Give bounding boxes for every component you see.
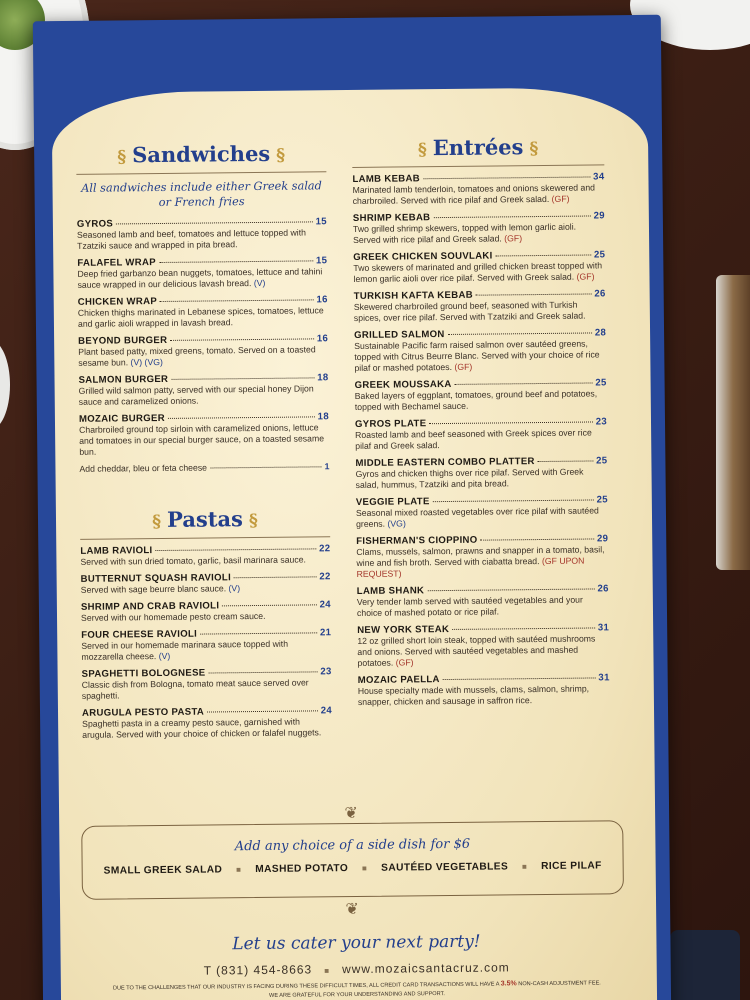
dot-leader bbox=[448, 332, 592, 335]
ornament-icon: § bbox=[276, 145, 286, 166]
dot-leader bbox=[208, 671, 317, 673]
description-text: Chicken thighs marinated in Lebanese spices, tomatoes, lettuce and garlic aioli wrapped in lavash bread. bbox=[77, 305, 324, 329]
description-text: Two grilled shrimp skewers, topped with lemon garlic aioli. Served with rice pilaf and Greek salad. bbox=[352, 221, 577, 245]
menu-item-price: 16 bbox=[316, 333, 329, 345]
menu-item bbox=[78, 333, 328, 369]
fine-print: DUE TO THE CHALLENGES THAT OUR INDUSTRY IS FACING DURING THESE DIFFICULT TIMES, ALL CREDIT CARD TRANSACTIONS WILL HAVE A 3.5% NON-CASH ADJUSTMENT FEE. WE ARE GRATEFUL FOR YOUR UNDERSTANDING AND SUPPORT. bbox=[112, 980, 601, 999]
description-text: House specialty made with mussels, clams, salmon, shrimp, snapper, chicken and sausage in saffron rice. bbox=[357, 683, 590, 707]
menu-item-price: 24 bbox=[320, 705, 333, 717]
menu-item-description bbox=[77, 227, 327, 252]
menu-item bbox=[82, 666, 332, 702]
menu-item-description bbox=[355, 388, 607, 413]
diet-tag: (V) (VG) bbox=[130, 356, 163, 368]
dot-leader bbox=[423, 176, 590, 179]
entrees-heading: § Entrées § bbox=[417, 134, 539, 161]
dot-leader bbox=[155, 548, 316, 551]
menu-item-price: 18 bbox=[317, 411, 329, 423]
menu-item bbox=[79, 411, 329, 458]
dot-leader bbox=[159, 260, 313, 263]
description-text: Baked layers of eggplant, tomatoes, ground beef and potatoes, topped with Bechamel sauce. bbox=[354, 388, 598, 412]
flourish-bottom-icon: ❦ bbox=[345, 900, 359, 919]
menu-item-name: MOZAIC BURGER bbox=[78, 412, 165, 425]
menu-item-price: 26 bbox=[597, 583, 609, 595]
menu-item-description bbox=[81, 582, 331, 596]
left-column bbox=[76, 140, 329, 474]
menu-item-description bbox=[355, 466, 607, 491]
separator-icon: ■ bbox=[521, 862, 528, 872]
ornament-icon: § bbox=[529, 139, 539, 160]
sandwich-list bbox=[77, 216, 329, 458]
description-text: Served in our homemade marinara sauce topped with mozzarella cheese. bbox=[81, 638, 289, 662]
napkin-holder bbox=[716, 275, 750, 570]
sides-title: Add any choice of a side dish for $6 bbox=[234, 836, 471, 855]
description-text: Served with sun dried tomato, garlic, basil marinara sauce. bbox=[80, 554, 306, 567]
description-text: Plant based patty, mixed greens, tomato. Served on a toasted sesame bun. bbox=[78, 344, 316, 368]
menu-item-description bbox=[82, 677, 332, 702]
dot-leader bbox=[443, 677, 596, 680]
description-text: 12 oz grilled short loin steak, topped with sautéed mushrooms and onions. Served with sautéed vegetables and mashed potatoes. bbox=[357, 633, 596, 668]
menu-item-price: 15 bbox=[315, 255, 328, 267]
menu-item-price: 25 bbox=[596, 455, 608, 467]
gluten-free-tag: (GF) bbox=[504, 233, 523, 244]
menu-item-name: GYROS bbox=[76, 218, 114, 230]
dot-leader bbox=[427, 588, 594, 591]
menu-item-name: FALAFEL WRAP bbox=[77, 257, 156, 269]
menu-item bbox=[81, 627, 331, 663]
menu-item-name: SHRIMP KEBAB bbox=[352, 212, 431, 224]
menu-item-description bbox=[80, 554, 330, 568]
dot-leader bbox=[481, 538, 594, 540]
menu-item bbox=[355, 377, 607, 413]
separator-icon: ■ bbox=[324, 966, 331, 976]
menu-item bbox=[80, 543, 330, 568]
ornament-icon: § bbox=[248, 510, 258, 532]
dot-leader bbox=[168, 416, 315, 419]
description-text: Gyros and chicken thighs over rice pilaf. Served with Greek salad, hummus, Tzatziki and pita bread. bbox=[355, 466, 584, 490]
menu-item-price: 29 bbox=[593, 210, 605, 222]
gluten-free-tag: (GF) bbox=[454, 361, 473, 372]
menu-item-name: GREEK CHICKEN SOUVLAKI bbox=[353, 250, 493, 263]
dot-leader bbox=[207, 710, 318, 712]
menu-item-description bbox=[78, 305, 328, 330]
description-text: Deep fried garbanzo bean nuggets, tomatoes, lettuce and tahini sauce wrapped in our delicious lavash bread. bbox=[77, 266, 323, 290]
menu-item bbox=[356, 494, 608, 530]
diet-tag: (V) bbox=[158, 650, 171, 662]
menu-item bbox=[77, 255, 327, 291]
menu-item-description bbox=[353, 182, 605, 207]
menu-item-price: 25 bbox=[593, 249, 606, 261]
menu-item-description bbox=[78, 344, 328, 369]
menu-item-price: 25 bbox=[595, 377, 607, 389]
description-text: Very tender lamb served with sautéed vegetables and your choice of mashed potato or rice pilaf. bbox=[356, 594, 583, 618]
menu-item-name: LAMB RAVIOLI bbox=[80, 545, 153, 557]
pastas-column bbox=[80, 505, 332, 747]
dot-leader bbox=[452, 627, 595, 629]
menu-item-price: 16 bbox=[316, 294, 328, 306]
menu-item-price: 31 bbox=[597, 622, 610, 634]
menu-item bbox=[358, 672, 610, 708]
description-text: Classic dish from Bologna, tomato meat sauce served over spaghetti. bbox=[81, 677, 309, 701]
description-text: Skewered charbroiled ground beef, seasoned with Turkish spices, over rice pilaf. Served with Tzatziki and Greek salad. bbox=[353, 299, 586, 323]
menu-item bbox=[81, 571, 331, 596]
menu-item bbox=[78, 294, 328, 330]
description-text: Sustainable Pacific farm raised salmon over sautéed greens, topped with Citrus Beurre Blanc. Served with your choice of rice pilaf or mashed potatoes. bbox=[354, 338, 600, 373]
right-column bbox=[352, 133, 610, 714]
menu-item-price: 15 bbox=[315, 216, 327, 228]
menu-item-description bbox=[82, 716, 332, 741]
dot-leader bbox=[171, 377, 314, 379]
menu-item-description bbox=[355, 427, 607, 452]
menu-item-description bbox=[356, 505, 608, 530]
menu-item-name: VEGGIE PLATE bbox=[355, 496, 430, 508]
gluten-free-tag: (GF UPON REQUEST) bbox=[356, 555, 585, 579]
ornament-icon: § bbox=[117, 147, 127, 168]
menu-item-name: ARUGULA PESTO PASTA bbox=[81, 706, 205, 719]
side-item: MASHED POTATO bbox=[255, 863, 349, 876]
description-text: Seasoned lamb and beef, tomatoes and lettuce topped with Tzatziki sauce and wrapped in pita bread. bbox=[76, 227, 306, 251]
menu-item-price: 34 bbox=[593, 171, 605, 183]
side-item: SMALL GREEK SALAD bbox=[103, 864, 223, 877]
menu-item bbox=[82, 705, 332, 741]
dot-leader bbox=[222, 604, 316, 606]
dot-leader bbox=[433, 215, 590, 218]
dot-leader bbox=[476, 293, 592, 295]
sides-box bbox=[81, 820, 624, 900]
menu-item-price: 23 bbox=[320, 666, 332, 678]
description-text: Served with our homemade pesto cream sauce. bbox=[80, 610, 266, 623]
diet-tag: (V) bbox=[253, 277, 266, 289]
ornament-icon: § bbox=[417, 140, 427, 161]
menu-item bbox=[354, 327, 606, 374]
diet-tag: (V) bbox=[228, 583, 241, 594]
description-text: Charbroiled ground top sirloin with caramelized onions, lettuce and tomatoes in our special burger sauce, on a toasted sesame bun. bbox=[79, 422, 325, 457]
cheese-addon: Add cheddar, bleu or feta cheese 1 bbox=[79, 461, 330, 474]
gluten-free-tag: (GF) bbox=[395, 657, 414, 668]
menu-item-description bbox=[354, 299, 606, 324]
menu-item-name: TURKISH KAFTA KEBAB bbox=[353, 289, 473, 302]
menu-item-name: BUTTERNUT SQUASH RAVIOLI bbox=[80, 572, 232, 585]
menu-item-price: 21 bbox=[319, 627, 332, 639]
description-text: Roasted lamb and beef seasoned with Greek spices over rice pilaf and Greek salad. bbox=[355, 427, 592, 451]
menu-card bbox=[33, 15, 671, 1000]
menu-item-price: 29 bbox=[596, 533, 609, 545]
pasta-list bbox=[80, 543, 332, 741]
sides-list bbox=[83, 860, 623, 877]
menu-item-name: GRILLED SALMON bbox=[354, 329, 445, 341]
menu-item-price: 24 bbox=[319, 599, 331, 611]
menu-item-name: LAMB KEBAB bbox=[352, 173, 421, 185]
menu-item bbox=[355, 455, 607, 491]
dot-leader bbox=[200, 632, 317, 634]
menu-item bbox=[357, 622, 609, 669]
dot-leader bbox=[433, 499, 594, 502]
menu-item-price: 25 bbox=[596, 494, 608, 506]
cater-tagline: Let us cater your next party! bbox=[232, 931, 481, 955]
menu-item-price: 28 bbox=[594, 327, 607, 339]
phone-number: T (831) 454-8663 bbox=[203, 962, 313, 978]
menu-item-price: 26 bbox=[594, 288, 606, 300]
menu-item-description bbox=[358, 683, 610, 708]
description-text: Two skewers of marinated and grilled chicken breast topped with lemon garlic aioli over rice pilaf. Served with Greek salad. bbox=[353, 260, 603, 284]
menu-item-price: 22 bbox=[318, 543, 331, 555]
menu-item-description bbox=[81, 638, 331, 663]
menu-item bbox=[78, 372, 328, 408]
menu-item-name: SPAGHETTI BOLOGNESE bbox=[81, 667, 206, 680]
dot-leader bbox=[496, 254, 591, 256]
menu-item bbox=[81, 599, 331, 624]
menu-item-description bbox=[354, 338, 606, 374]
menu-item-description bbox=[357, 594, 609, 619]
divider bbox=[352, 164, 604, 168]
menu-item-name: FOUR CHEESE RAVIOLI bbox=[81, 628, 198, 641]
menu-item-name: MIDDLE EASTERN COMBO PLATTER bbox=[355, 456, 535, 469]
menu-item bbox=[356, 533, 608, 580]
menu-item bbox=[355, 416, 607, 452]
menu-item bbox=[354, 288, 606, 324]
menu-item bbox=[353, 249, 605, 285]
description-text: Clams, mussels, salmon, prawns and snapper in a tomato, basil, wine and fish broth. Served with ciabatta bread. bbox=[356, 544, 605, 568]
menu-item-price: 23 bbox=[595, 416, 608, 428]
sandwiches-note: All sandwiches include either Greek salad or French fries bbox=[81, 179, 322, 210]
ornament-icon: § bbox=[152, 511, 162, 533]
menu-item-name: GYROS PLATE bbox=[354, 418, 427, 430]
menu-item bbox=[352, 171, 604, 207]
menu-item bbox=[77, 216, 327, 252]
gluten-free-tag: (GF) bbox=[576, 271, 595, 282]
menu-item-price: 18 bbox=[317, 372, 329, 384]
description-text: Marinated lamb tenderloin, tomatoes and onions skewered and charbroiled. Served with rice pilaf and Greek salad. bbox=[352, 182, 596, 206]
menu-item-name: BEYOND BURGER bbox=[78, 334, 168, 347]
pastas-heading: § Pastas § bbox=[152, 506, 258, 533]
menu-item-name: SALMON BURGER bbox=[78, 373, 169, 386]
gluten-free-tag: (GF) bbox=[551, 193, 570, 204]
cup bbox=[670, 930, 740, 1000]
dot-leader bbox=[429, 421, 592, 424]
menu-item bbox=[353, 210, 605, 246]
description-text: Grilled wild salmon patty, served with our special honey Dijon sauce and caramelized onions. bbox=[78, 383, 314, 407]
dot-leader bbox=[455, 382, 593, 384]
menu-item-description bbox=[79, 383, 329, 408]
menu-item-name: GREEK MOUSSAKA bbox=[354, 378, 452, 391]
side-item: SAUTÉED VEGETABLES bbox=[381, 861, 509, 874]
separator-icon: ■ bbox=[236, 865, 242, 875]
entree-list bbox=[352, 171, 610, 708]
menu-item-description bbox=[353, 260, 605, 285]
divider bbox=[76, 171, 326, 175]
divider bbox=[80, 536, 330, 540]
menu-item-description bbox=[77, 266, 327, 291]
menu-item-name: FISHERMAN'S CIOPPINO bbox=[356, 534, 478, 547]
side-item: RICE PILAF bbox=[541, 860, 602, 873]
website: www.mozaicsantacruz.com bbox=[341, 960, 510, 977]
separator-icon: ■ bbox=[361, 863, 368, 873]
dot-leader bbox=[538, 460, 593, 462]
menu-item-name: NEW YORK STEAK bbox=[357, 623, 450, 636]
description-text: Seasonal mixed roasted vegetables over rice pilaf with sautéed greens. bbox=[355, 505, 599, 529]
menu-item-description bbox=[79, 422, 329, 458]
menu-item-description bbox=[356, 544, 608, 580]
dot-leader bbox=[116, 221, 313, 224]
menu-item-name: LAMB SHANK bbox=[356, 585, 425, 597]
description-text: Spaghetti pasta in a creamy pesto sauce, garnished with arugula. Served with your choice of chicken or falafel nuggets. bbox=[82, 716, 322, 740]
menu-item-name: CHICKEN WRAP bbox=[77, 296, 158, 308]
menu-item-name: MOZAIC PAELLA bbox=[357, 674, 440, 686]
menu-item-description bbox=[81, 610, 331, 624]
flourish-top-icon: ❦ bbox=[344, 804, 358, 823]
menu-item bbox=[357, 583, 609, 619]
menu-item-description bbox=[357, 633, 609, 669]
dot-leader bbox=[160, 299, 313, 302]
sandwiches-heading: § Sandwiches § bbox=[117, 140, 286, 168]
diet-tag: (VG) bbox=[387, 518, 406, 529]
menu-item-price: 31 bbox=[598, 672, 610, 684]
dot-leader bbox=[170, 338, 314, 341]
menu-item-description bbox=[353, 221, 605, 246]
menu-item-price: 22 bbox=[319, 571, 331, 583]
description-text: Served with sage beurre blanc sauce. bbox=[80, 583, 227, 595]
menu-item-name: SHRIMP AND CRAB RAVIOLI bbox=[80, 600, 220, 613]
dot-leader bbox=[234, 576, 316, 578]
